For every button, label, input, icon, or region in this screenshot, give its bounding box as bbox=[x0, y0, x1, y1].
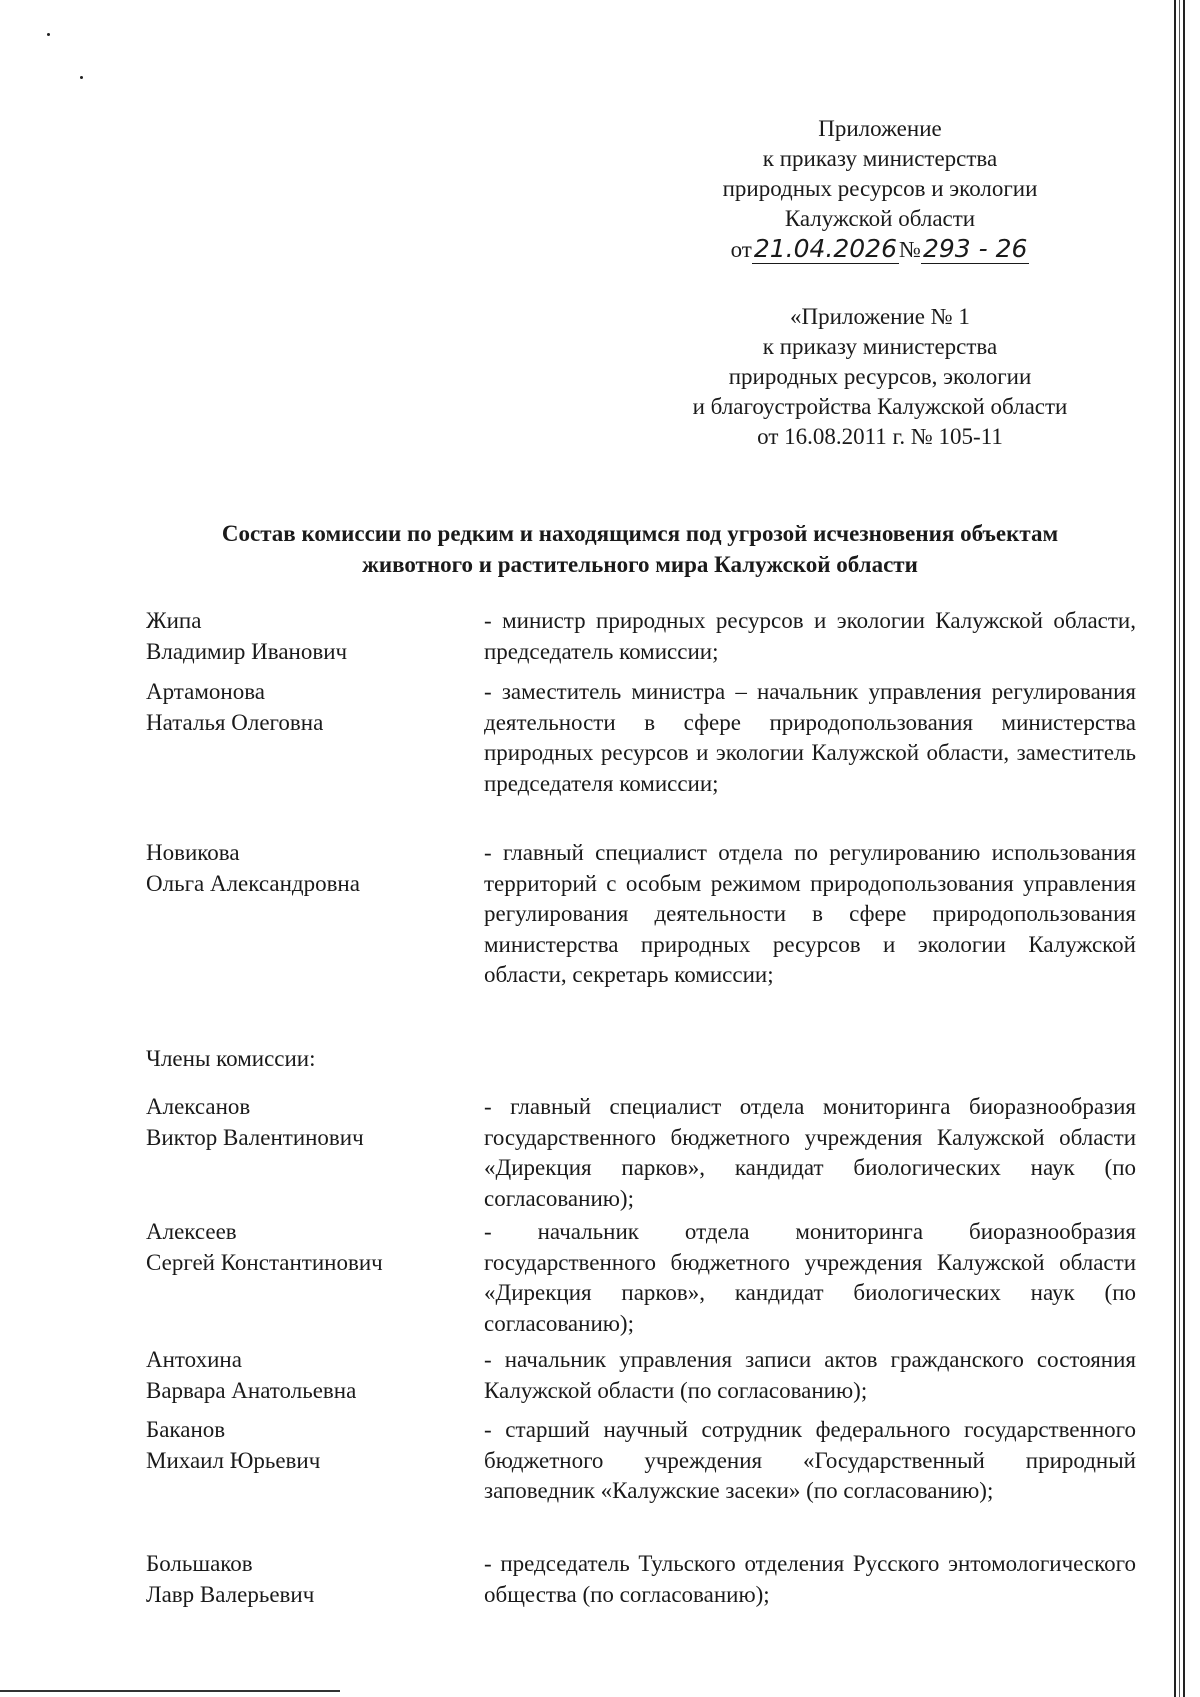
scan-edge-line bbox=[1179, 0, 1180, 1697]
surname: Артамонова bbox=[146, 679, 265, 704]
reference-line: от 16.08.2011 г. № 105-11 bbox=[757, 424, 1003, 449]
given-names: Михаил Юрьевич bbox=[146, 1447, 321, 1473]
person-name bbox=[146, 1549, 476, 1610]
given-names: Виктор Валентинович bbox=[146, 1124, 364, 1150]
person-role: - министр природных ресурсов и экологии Калужской области, председатель комиссии; bbox=[484, 608, 1136, 664]
appendix-line: к приказу министерства bbox=[762, 146, 998, 171]
person-name bbox=[146, 1092, 476, 1153]
reference-line: «Приложение № 1 bbox=[790, 304, 970, 329]
surname: Алексеев bbox=[146, 1219, 237, 1244]
surname: Алексанов bbox=[146, 1094, 251, 1119]
person-role: - главный специалист отдела по регулированию использования территорий с особым режимом природопользования управления регулирования деятельности в сфере природопользования министерства природных ресурсов и экологии Калужской области, секретарь комиссии; bbox=[484, 840, 1136, 988]
given-names: Ольга Александровна bbox=[146, 870, 360, 896]
reference-line: природных ресурсов, экологии bbox=[728, 364, 1032, 389]
surname: Большаков bbox=[146, 1551, 253, 1576]
appendix-line: Приложение bbox=[818, 116, 942, 141]
appendix-line: Калужской области bbox=[784, 206, 976, 231]
person-role: - заместитель министра – начальник управления регулирования деятельности в сфере природопользования министерства природных ресурсов и экологии Калужской области, заместитель председателя комиссии; bbox=[484, 679, 1136, 796]
scan-edge-line bbox=[1174, 0, 1176, 1697]
ot-prefix: от bbox=[730, 237, 752, 262]
person-role: - начальник отдела мониторинга биоразнообразия государственного бюджетного учреждения Калужской области «Дирекция парков», кандидат биологических наук (по согласованию); bbox=[484, 1219, 1136, 1336]
person-role: - главный специалист отдела мониторинга биоразнообразия государственного бюджетного учреждения Калужской области «Дирекция парков», кандидат биологических наук (по согласованию); bbox=[484, 1094, 1136, 1211]
members-label: Члены комиссии: bbox=[146, 1046, 316, 1071]
person-name bbox=[146, 838, 476, 899]
appendix-line: природных ресурсов и экологии bbox=[722, 176, 1038, 201]
scan-speck bbox=[80, 76, 83, 79]
person-name bbox=[146, 677, 476, 738]
given-names: Владимир Иванович bbox=[146, 638, 348, 664]
given-names: Лавр Валерьевич bbox=[146, 1581, 315, 1607]
person-role: - начальник управления записи актов гражданского состояния Калужской области (по согласованию); bbox=[484, 1347, 1136, 1403]
person-name bbox=[146, 1345, 476, 1406]
person-role: - старший научный сотрудник федерального государственного бюджетного учреждения «Государственный природный заповедник «Калужские засеки» (по согласованию); bbox=[484, 1417, 1136, 1504]
signature-line bbox=[640, 234, 1120, 265]
given-names: Варвара Анатольевна bbox=[146, 1377, 357, 1403]
document-title bbox=[140, 518, 1140, 580]
scan-edge-line bbox=[1183, 0, 1185, 1697]
surname: Жипа bbox=[146, 608, 202, 633]
reference-line: к приказу министерства bbox=[762, 334, 998, 359]
title-line: Состав комиссии по редким и находящимся под угрозой исчезновения объектам bbox=[221, 521, 1059, 546]
surname: Баканов bbox=[146, 1417, 226, 1442]
person-name bbox=[146, 1415, 476, 1476]
title-line: животного и растительного мира Калужской области bbox=[362, 552, 918, 577]
surname: Антохина bbox=[146, 1347, 242, 1372]
reference-line: и благоустройства Калужской области bbox=[692, 394, 1068, 419]
person-name bbox=[146, 1217, 476, 1278]
person-name bbox=[146, 606, 476, 667]
original-appendix-reference bbox=[640, 302, 1120, 452]
appendix-header bbox=[640, 114, 1120, 265]
number-sign: № bbox=[898, 237, 921, 262]
handwritten-number: 293 - 26 bbox=[922, 234, 1028, 263]
surname: Новикова bbox=[146, 840, 240, 865]
person-role: - председатель Тульского отделения Русского энтомологического общества (по согласованию); bbox=[484, 1551, 1136, 1607]
scan-speck bbox=[47, 33, 50, 36]
handwritten-date: 21.04.2026 bbox=[753, 234, 897, 263]
given-names: Наталья Олеговна bbox=[146, 709, 324, 735]
scan-bottom-line bbox=[0, 1690, 340, 1692]
given-names: Сергей Константинович bbox=[146, 1249, 383, 1275]
